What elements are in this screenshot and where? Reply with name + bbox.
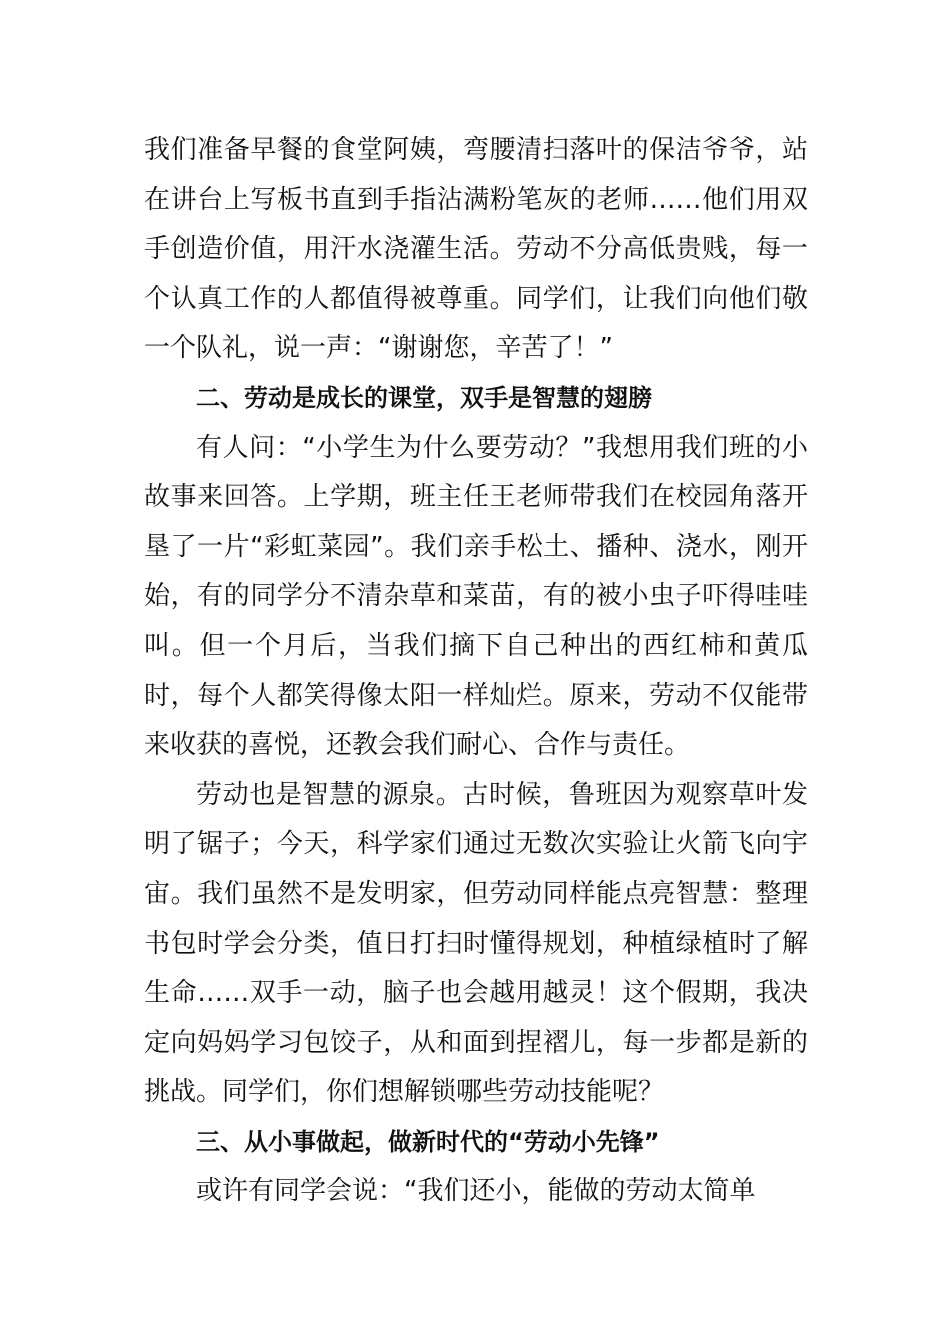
paragraph-labor-wisdom: 劳动也是智慧的源泉。古时候，鲁班因为观察草叶发明了锯子；今天，科学家们通过无数次实验让火箭飞向宇宙。我们虽然不是发明家，但劳动同样能点亮智慧：整理书包时学会分类，值日打扫时懂得规划，种植绿植时了解生命……双手一动，脑子也会越用越灵！这个假期，我决定向妈妈学习包饺子，从和面到捏褶儿，每一步都是新的挑战。同学们，你们想解锁哪些劳动技能呢？ [144, 779, 808, 1108]
section-heading-2: 二、劳动是成长的课堂，双手是智慧的翅膀 [196, 383, 652, 412]
section-heading-3: 三、从小事做起，做新时代的“劳动小先锋” [196, 1127, 660, 1156]
paragraph-workers-respect: 我们准备早餐的食堂阿姨，弯腰清扫落叶的保洁爷爷，站在讲台上写板书直到手指沾满粉笔灰的老师……他们用双手创造价值，用汗水浇灌生活。劳动不分高低贵贱，每一个认真工作的人都值得被尊重。同学们，让我们向他们敬一个队礼，说一声：“谢谢您，辛苦了！” [144, 135, 808, 364]
paragraph-rainbow-garden: 有人问：“小学生为什么要劳动？”我想用我们班的小故事来回答。上学期，班主任王老师带我们在校园角落开垦了一片“彩虹菜园”。我们亲手松土、播种、浇水，刚开始，有的同学分不清杂草和菜苗，有的被小虫子吓得哇哇叫。但一个月后，当我们摘下自己种出的西红柿和黄瓜时，每个人都笑得像太阳一样灿烂。原来，劳动不仅能带来收获的喜悦，还教会我们耐心、合作与责任。 [144, 432, 808, 761]
document-page [144, 126, 808, 1217]
paragraph-small-things: 或许有同学会说：“我们还小，能做的劳动太简单 [196, 1176, 756, 1207]
